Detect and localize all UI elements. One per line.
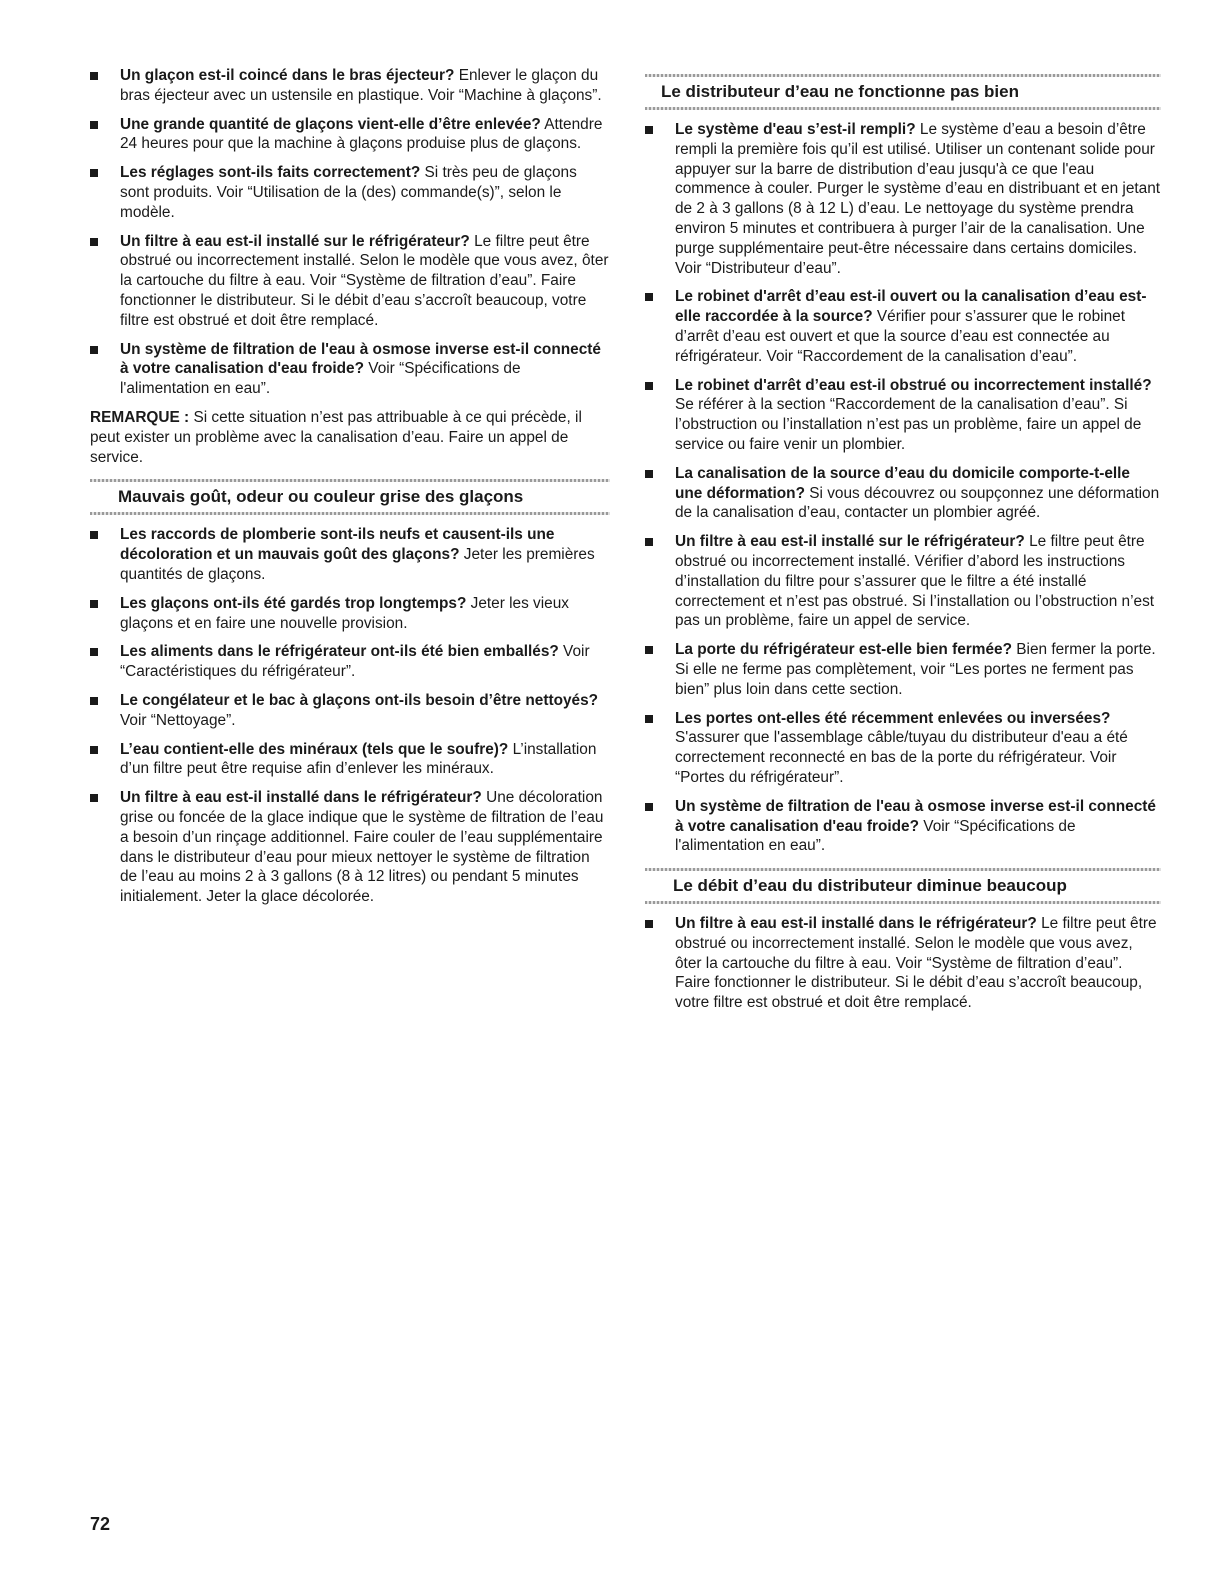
bullet-icon [90, 72, 98, 80]
taste-troubleshooting-list [90, 525, 610, 907]
list-item: Le système d'eau s’est-il rempli? Le système d’eau a besoin d’être rempli la première fois qu’il est utilisé. Utiliser un contenant solide pour appuyer sur la barre de distribution d’eau jusqu'à ce que l'eau commence à couler. Purger le système d’eau en distribuant et en jetant de 2 à 3 gallons (8 à 12 L) d’eau. Le nettoyage du système prendra environ 5 minutes et contribuera à purger l’air de la canalisation. Une purge supplémentaire peut-être nécessaire dans certains domiciles. Voir “Distributeur d’eau”. [645, 120, 1161, 278]
section-heading-dispenser [645, 74, 1161, 110]
bullet-icon [90, 531, 98, 539]
list-item: La porte du réfrigérateur est-elle bien fermée? Bien fermer la porte. Si elle ne ferme pas complètement, voir “Les portes ne ferment pas bien” plus loin dans cette section. [645, 640, 1161, 699]
bullet-icon [645, 920, 653, 928]
list-item: La canalisation de la source d’eau du domicile comporte-t-elle une déformation? Si vous découvrez ou soupçonnez une déformation de la canalisation d’eau, contacter un plombier agréé. [645, 464, 1161, 523]
right-column [645, 66, 1161, 1022]
divider [645, 901, 1161, 904]
section-heading-flow [645, 868, 1161, 904]
bullet-icon [645, 293, 653, 301]
list-item: Le congélateur et le bac à glaçons ont-ils besoin d’être nettoyés? Voir “Nettoyage”. [90, 691, 610, 731]
section-heading-taste [90, 479, 610, 515]
list-item: Le robinet d'arrêt d’eau est-il ouvert ou la canalisation d’eau est-elle raccordée à la source? Vérifier pour s’assurer que le robinet d’arrêt d’eau est ouvert et que la source d’eau est connectée au réfrigérateur. Voir “Raccordement de la canalisation d’eau”. [645, 287, 1161, 366]
list-item: Un glaçon est-il coincé dans le bras éjecteur? Enlever le glaçon du bras éjecteur avec un ustensile en plastique. Voir “Machine à glaçons”. [90, 66, 610, 106]
bullet-icon [90, 697, 98, 705]
bullet-icon [645, 646, 653, 654]
bullet-icon [90, 794, 98, 802]
left-column [90, 66, 610, 916]
bullet-icon [645, 538, 653, 546]
list-item: Les aliments dans le réfrigérateur ont-ils été bien emballés? Voir “Caractéristiques du réfrigérateur”. [90, 642, 610, 682]
divider [645, 107, 1161, 110]
list-item: Un système de filtration de l'eau à osmose inverse est-il connecté à votre canalisation d'eau froide? Voir “Spécifications de l'alimentation en eau”. [645, 797, 1161, 856]
list-item: Une grande quantité de glaçons vient-elle d’être enlevée? Attendre 24 heures pour que la machine à glaçons produise plus de glaçons. [90, 115, 610, 155]
bullet-icon [90, 346, 98, 354]
section-title: Le débit d’eau du distributeur diminue beaucoup [673, 876, 1067, 896]
list-item: Les portes ont-elles été récemment enlevées ou inversées? S'assurer que l'assemblage câble/tuyau du distributeur d'eau a été correctement reconnecté en bas de la porte du réfrigérateur. Voir “Portes du réfrigérateur”. [645, 709, 1161, 788]
bullet-icon [645, 126, 653, 134]
section-title: Le distributeur d’eau ne fonctionne pas bien [661, 82, 1019, 101]
list-item: Les glaçons ont-ils été gardés trop longtemps? Jeter les vieux glaçons et en faire une nouvelle provision. [90, 594, 610, 634]
ice-troubleshooting-list [90, 66, 610, 399]
bullet-icon [645, 470, 653, 478]
page-number: 72 [90, 1514, 111, 1534]
bullet-icon [645, 803, 653, 811]
bullet-icon [645, 382, 653, 390]
list-item: Le robinet d'arrêt d’eau est-il obstrué ou incorrectement installé? Se référer à la section “Raccordement de la canalisation d’eau”. Si l’obstruction ou l’installation n’est pas un problème, faire un appel de service ou faire venir un plombier. [645, 376, 1161, 455]
list-item: Un filtre à eau est-il installé dans le réfrigérateur? Une décoloration grise ou foncée de la glace indique que le système de filtration de l’eau a besoin d’un rinçage additionnel. Faire couler de l’eau supplémentaire dans le distributeur d’eau pour mieux nettoyer le système de filtration de l’eau au moins 2 à 3 gallons (8 à 12 litres) ou pendant 5 minutes initialement. Jeter la glace décolorée. [90, 788, 610, 907]
list-item: Un filtre à eau est-il installé dans le réfrigérateur? Le filtre peut être obstrué ou incorrectement installé. Selon le modèle que vous avez, ôter la cartouche du filtre à eau. Voir “Système de filtration d’eau”. Faire fonctionner le distributeur. Si le débit d’eau s’accroît beaucoup, votre filtre est obstrué et doit être remplacé. [645, 914, 1161, 1013]
bullet-icon [90, 121, 98, 129]
bullet-icon [90, 600, 98, 608]
list-item: L’eau contient-elle des minéraux (tels que le soufre)? L’installation d’un filtre peut être requise afin d’enlever les minéraux. [90, 740, 610, 780]
list-item: Les réglages sont-ils faits correctement? Si très peu de glaçons sont produits. Voir “Utilisation de la (des) commande(s)”, selon le modèle. [90, 163, 610, 222]
list-item: Un filtre à eau est-il installé sur le réfrigérateur? Le filtre peut être obstrué ou incorrectement installé. Selon le modèle que vous avez, ôter la cartouche du filtre à eau. Voir “Système de filtration d’eau”. Faire fonctionner le distributeur. Si le débit d’eau s’accroît beaucoup, votre filtre est obstrué et doit être remplacé. [90, 232, 610, 331]
flow-troubleshooting-list [645, 914, 1161, 1013]
bullet-icon [90, 169, 98, 177]
bullet-icon [90, 746, 98, 754]
bullet-icon [90, 238, 98, 246]
dispenser-troubleshooting-list [645, 120, 1161, 856]
list-item: Un filtre à eau est-il installé sur le réfrigérateur? Le filtre peut être obstrué ou incorrectement installé. Vérifier d’abord les instructions d’installation du filtre pour s’assurer que le filtre a été installé correctement et n’est pas obstrué. Si l’installation ou l’obstruction n’est pas un problème, faire un appel de service. [645, 532, 1161, 631]
list-item: Les raccords de plomberie sont-ils neufs et causent-ils une décoloration et un mauvais goût des glaçons? Jeter les premières quantités de glaçons. [90, 525, 610, 584]
list-item: Un système de filtration de l'eau à osmose inverse est-il connecté à votre canalisation d'eau froide? Voir “Spécifications de l'alimentation en eau”. [90, 340, 610, 399]
bullet-icon [645, 715, 653, 723]
divider [90, 512, 610, 515]
remark-note: REMARQUE : Si cette situation n’est pas attribuable à ce qui précède, il peut exister un problème avec la canalisation d’eau. Faire un appel de service. [90, 408, 582, 466]
bullet-icon [90, 648, 98, 656]
section-title: Mauvais goût, odeur ou couleur grise des glaçons [118, 487, 524, 507]
